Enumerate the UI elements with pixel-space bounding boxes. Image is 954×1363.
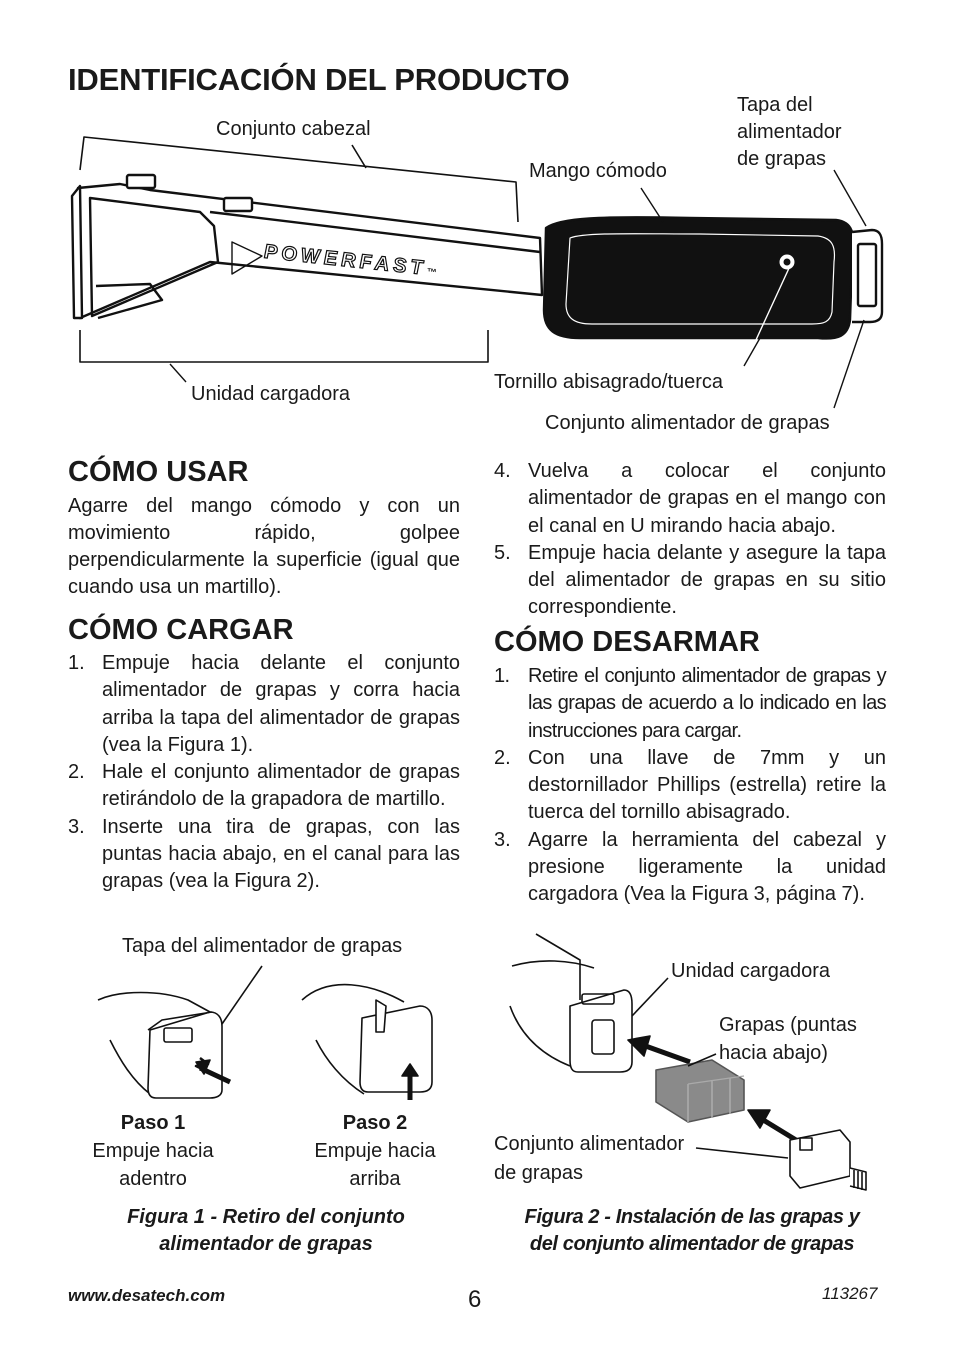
fig1-callout-feeder-cap: Tapa del alimentador de grapas bbox=[122, 935, 403, 957]
list-item bbox=[68, 759, 460, 814]
label-loading-unit: Unidad cargadora bbox=[191, 383, 350, 405]
step-text: Empuje hacia delante y asegure la tapa del alimentador de grapas en su sitio correspondiente. bbox=[528, 541, 886, 619]
load-steps-list bbox=[68, 650, 460, 896]
fig1-step2-desc-line1: Empuje hacia bbox=[314, 1140, 436, 1162]
fig1-step1-title: Paso 1 bbox=[120, 1112, 186, 1134]
document-number: 113267 bbox=[822, 1284, 878, 1303]
list-item bbox=[68, 814, 460, 896]
heading-how-to-disassemble: CÓMO DESARMAR bbox=[494, 626, 760, 658]
step-number: 3. bbox=[494, 828, 511, 851]
figure1-step1-illustration bbox=[98, 966, 262, 1098]
list-item bbox=[494, 827, 886, 909]
fig1-step2-title: Paso 2 bbox=[342, 1112, 408, 1134]
disassemble-steps-list bbox=[494, 663, 886, 909]
fig2-label-staples-line1: Grapas (puntas bbox=[719, 1014, 857, 1036]
page-title: IDENTIFICACIÓN DEL PRODUCTO bbox=[68, 62, 570, 97]
fig2-caption bbox=[494, 1204, 890, 1258]
fig1-step1-label bbox=[70, 1109, 236, 1193]
step-number: 1. bbox=[494, 665, 510, 687]
label-feeder-cap-line2: alimentador bbox=[737, 121, 842, 143]
step-number: 5. bbox=[494, 541, 511, 564]
fig2-caption-line2: del conjunto alimentador de grapas bbox=[529, 1233, 855, 1255]
step-number: 4. bbox=[494, 460, 511, 482]
label-comfort-handle: Mango cómodo bbox=[529, 160, 667, 182]
list-item bbox=[494, 458, 886, 540]
brand-name: POWERFAST bbox=[264, 240, 427, 280]
step-number: 2. bbox=[68, 761, 85, 784]
fig1-step2-label bbox=[292, 1109, 458, 1193]
page-number: 6 bbox=[468, 1286, 482, 1313]
fig1-caption-line1: Figura 1 - Retiro del conjunto bbox=[127, 1206, 405, 1228]
fig2-label-loading-unit: Unidad cargadora bbox=[671, 960, 830, 982]
label-feeder-assembly: Conjunto alimentador de grapas bbox=[545, 412, 830, 434]
fig2-label-feeder-line2: de grapas bbox=[494, 1162, 583, 1184]
hammer-stapler-illustration bbox=[72, 137, 882, 408]
step-number: 2. bbox=[494, 746, 511, 769]
fig2-label-feeder-line1: Conjunto alimentador bbox=[494, 1133, 685, 1155]
fig1-caption bbox=[68, 1204, 464, 1258]
fig1-step2-desc-line2: arriba bbox=[349, 1168, 401, 1190]
label-feeder-cap-line3: de grapas bbox=[737, 148, 826, 170]
step-text: Con una llave de 7mm y un destornillador Phillips (estrella) retire la tuerca del tornillo abisagrado. bbox=[528, 746, 886, 824]
step-number: 1. bbox=[68, 652, 85, 674]
fig2-label-feeder bbox=[494, 1130, 684, 1188]
fig2-caption-line1: Figura 2 - Instalación de las grapas y bbox=[524, 1206, 860, 1228]
figure1-step2-illustration bbox=[302, 985, 432, 1100]
fig1-caption-line2: alimentador de grapas bbox=[159, 1233, 373, 1255]
step-text: Inserte una tira de grapas, con las puntas hacia abajo, en el canal para las grapas (vea la Figura 2). bbox=[102, 815, 460, 893]
step-text: Retire el conjunto alimentador de grapas y las grapas de acuerdo a lo indicado en las instrucciones para cargar. bbox=[528, 665, 886, 742]
load-steps-list-continued bbox=[494, 458, 886, 622]
fig1-step1-desc-line2: adentro bbox=[119, 1168, 187, 1190]
fig2-label-staples-line2: hacia abajo) bbox=[719, 1042, 828, 1064]
heading-how-to-load: CÓMO CARGAR bbox=[68, 614, 294, 646]
fig2-label-staples bbox=[719, 1011, 857, 1067]
fig1-step1-desc-line1: Empuje hacia bbox=[92, 1140, 214, 1162]
list-item bbox=[68, 650, 460, 759]
step-text: Vuelva a colocar el conjunto alimentador de grapas en el mango con el canal en U mirando hacia abajo. bbox=[528, 460, 886, 537]
label-head-assembly: Conjunto cabezal bbox=[216, 118, 371, 140]
footer-website: www.desatech.com bbox=[68, 1286, 226, 1305]
label-feeder-cap-line1: Tapa del bbox=[737, 94, 813, 116]
list-item bbox=[494, 540, 886, 622]
how-to-use-text: Agarre del mango cómodo y con un movimiento rápido, golpee perpendicularmente la superficie (igual que cuando usa un martillo). bbox=[68, 495, 460, 598]
heading-how-to-use: CÓMO USAR bbox=[68, 456, 249, 488]
step-number: 3. bbox=[68, 815, 85, 838]
list-item bbox=[494, 663, 886, 745]
label-feeder-cap bbox=[737, 92, 842, 173]
step-text: Hale el conjunto alimentador de grapas retirándolo de la grapadora de martillo. bbox=[102, 761, 460, 811]
label-hinge-bolt: Tornillo abisagrado/tuerca bbox=[494, 371, 724, 393]
brand-trademark: ™ bbox=[426, 266, 441, 280]
step-text: Agarre la herramienta del cabezal y presione ligeramente la unidad cargadora (Vea la Figura 3, página 7). bbox=[528, 828, 886, 906]
list-item bbox=[494, 745, 886, 827]
step-text: Empuje hacia delante el conjunto alimentador de grapas y corra hacia arriba la tapa del alimentador de grapas (vea la Figura 1). bbox=[102, 652, 460, 756]
